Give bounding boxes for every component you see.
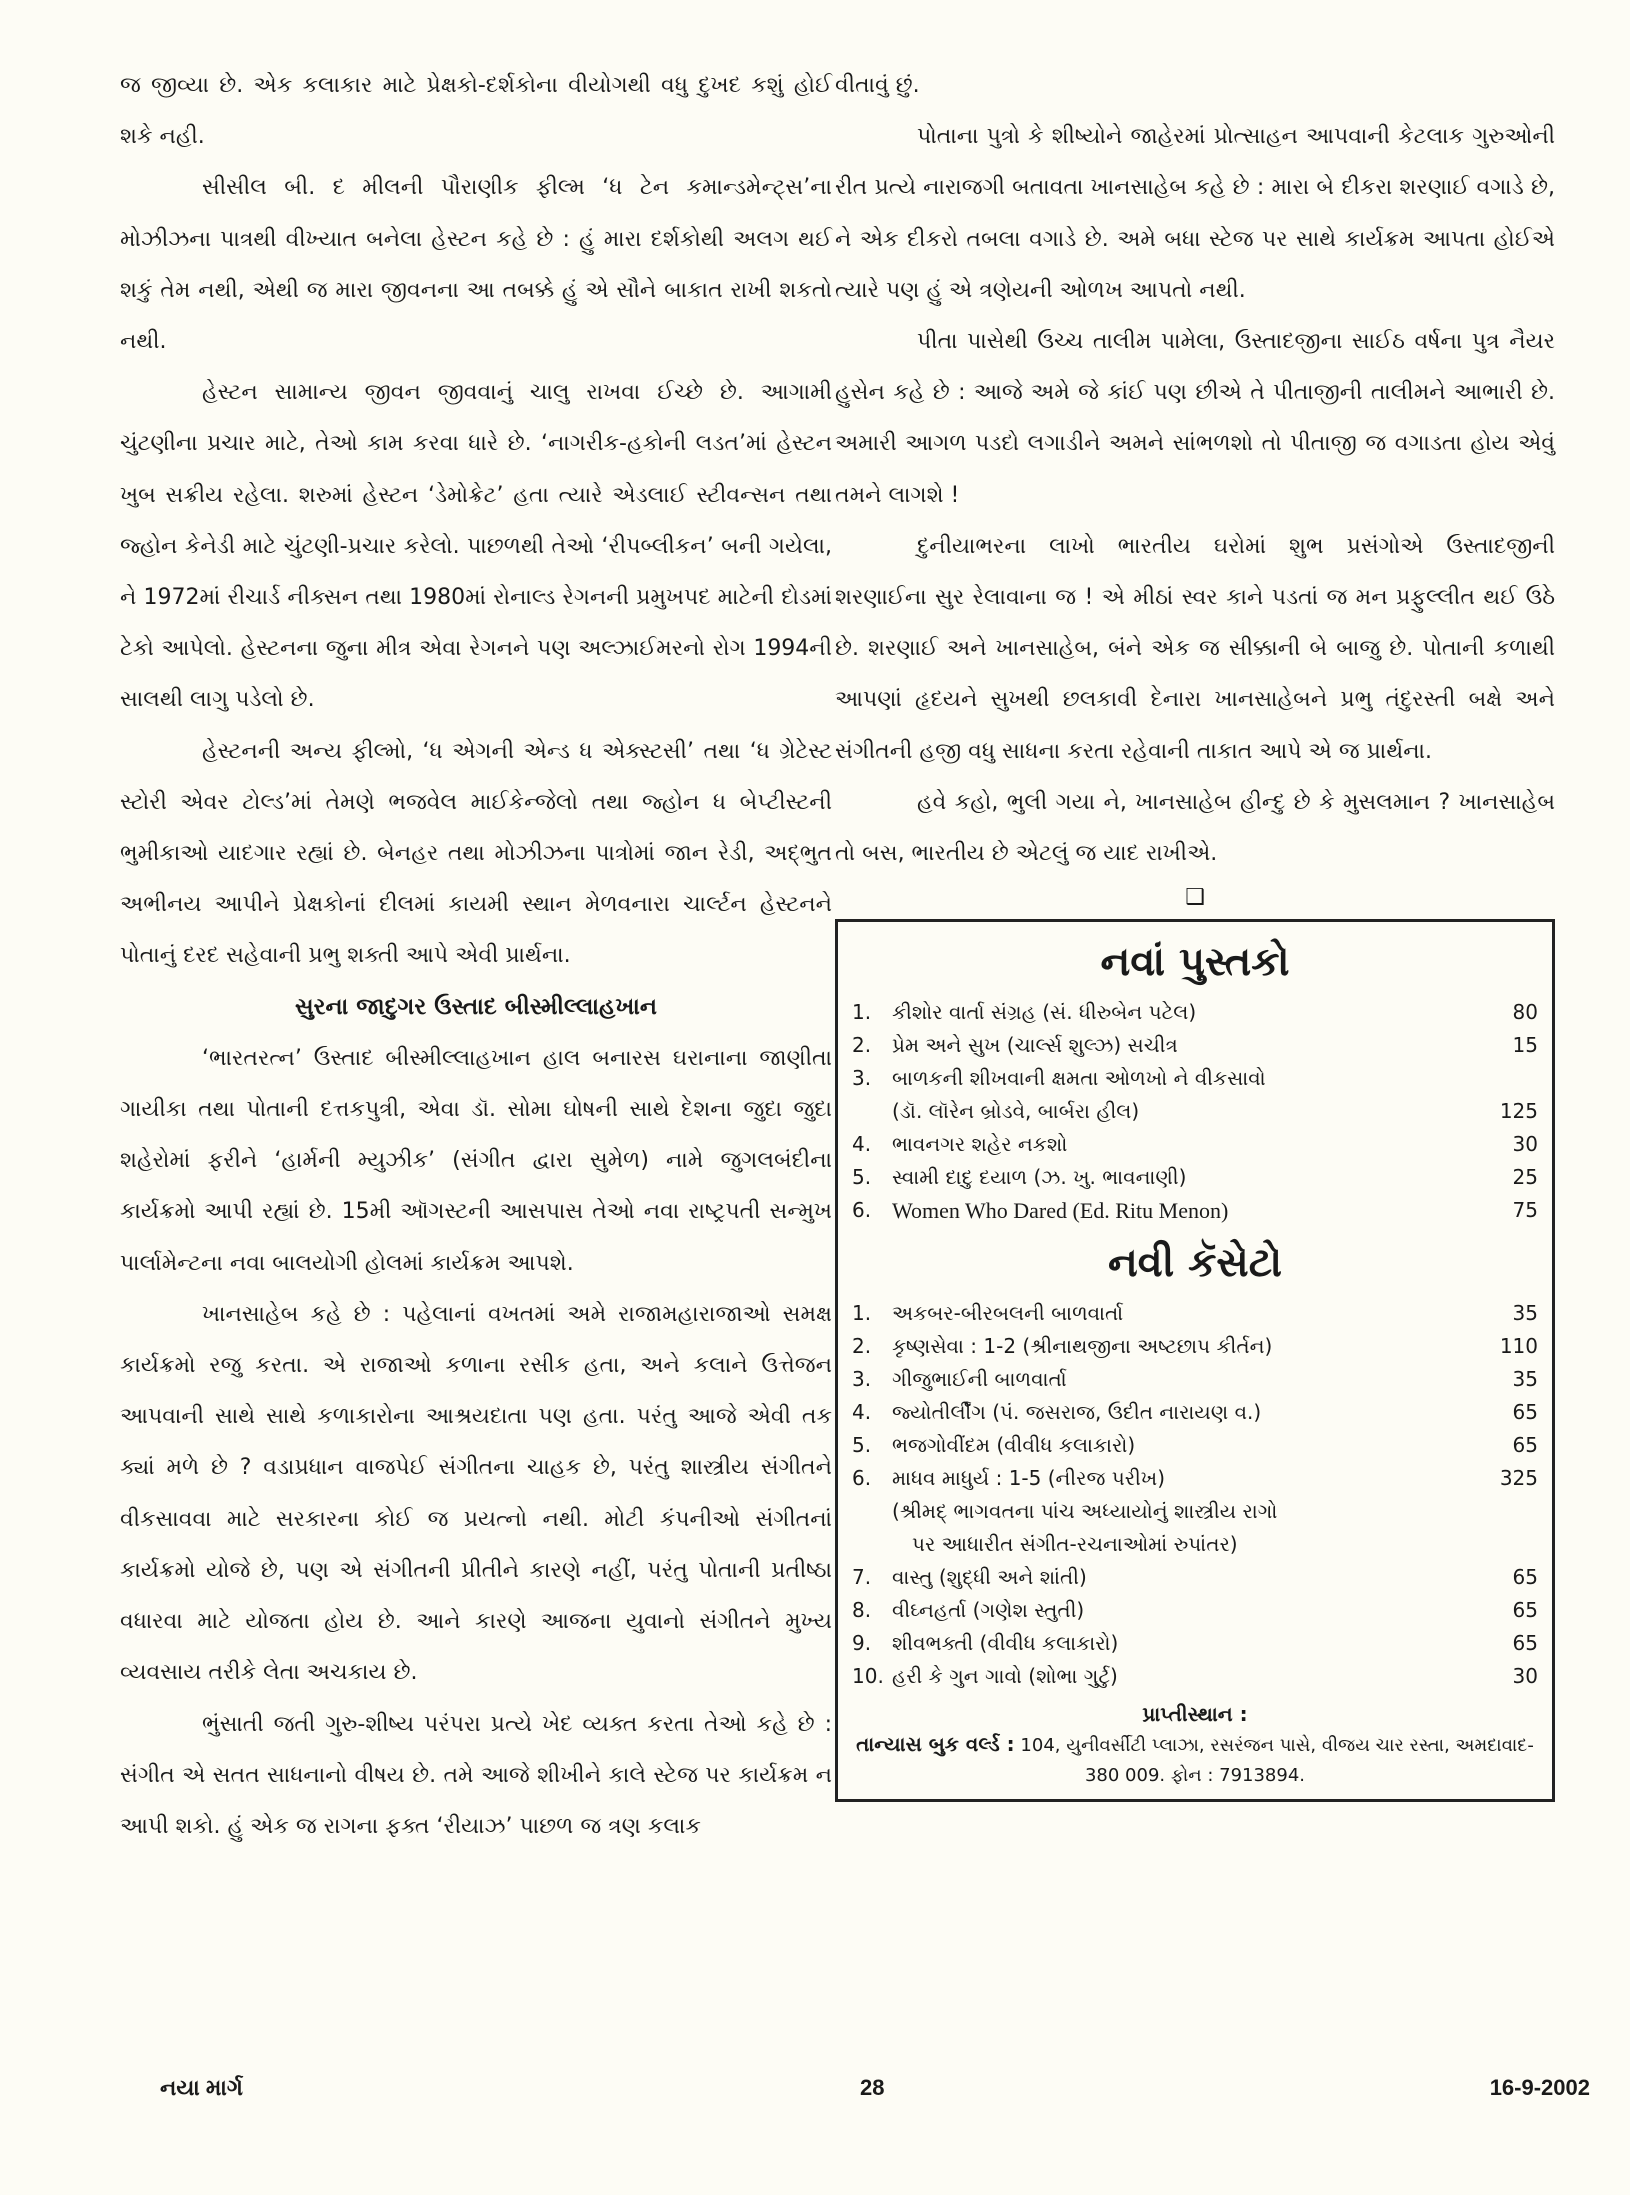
item-price: 30: [1512, 1664, 1538, 1689]
item-price: 125: [1499, 1099, 1538, 1124]
item-price: 65: [1512, 1565, 1538, 1590]
paragraph: પોતાના પુત્રો કે શીષ્યોને જાહેરમાં પ્રોત્સાહન આપવાની કેટલાક ગુરુઓની રીત પ્રત્યે નારાજગી બતાવતા ખાનસાહેબ કહે છે : મારા બે દીકરા શરણાઈ વગાડે છે, ને એક દીકરો તબલા વગાડે છે. અમે બધા સ્ટેજ પર સાથે કાર્યક્રમ આપતા હોઈએ ત્યારે પણ હું એ ત્રણેયની ઓળખ આપતો નથી.: [835, 124, 1555, 303]
item-price: 30: [1512, 1132, 1538, 1157]
item-title: Women Who Dared (Ed. Ritu Menon): [892, 1198, 1229, 1224]
books-heading: નવાં પુસ્તકો: [1100, 939, 1290, 986]
list-item: [852, 1396, 1538, 1429]
item-title-continued: (ડૉ. લૉરેન બ્રોડવે, બાર્બરા હીલ): [892, 1099, 1140, 1124]
item-price: 65: [1512, 1598, 1538, 1623]
end-of-article-mark: ❑: [1185, 885, 1205, 911]
books-list: [852, 996, 1538, 1227]
bookstore-address: 104, યુનીવર્સીટી પ્લાઝા, રસરંજન પાસે, વીજય ચાર રસ્તા, અમદાવાદ- 380 009. ફોન : 7913894.: [1020, 1735, 1534, 1787]
cassettes-list: [852, 1297, 1538, 1693]
item-number: 1.: [852, 1301, 872, 1326]
right-column: [835, 60, 1555, 1802]
item-title: પ્રેમ અને સુખ (ચાર્લ્સ શુલ્ઝ) સચીત્ર: [892, 1033, 1178, 1058]
list-item: [852, 1297, 1538, 1330]
list-item: [852, 1462, 1538, 1495]
item-title: કીશોર વાર્તા સંગ્રહ (સં. ધીરુબેન પટેલ): [892, 1000, 1197, 1025]
list-item: [852, 1429, 1538, 1462]
list-item: [852, 1128, 1538, 1161]
list-item: [852, 1495, 1538, 1528]
paragraph: હેસ્ટનની અન્ય ફીલ્મો, ‘ધ એગની એન્ડ ધ એક્સ્ટસી’ તથા ‘ધ ગ્રેટેસ્ટ સ્ટોરી એવર ટોલ્ડ’માં તેમણે ભજવેલ માઈકેન્જેલો તથા જ્હોન ધ બેપ્ટીસ્ટની ભુમીકાઓ યાદગાર રહ્યાં છે. બેનહર તથા મોઝીઝના પાત્રોમાં જાન રેડી, અદ્ભુત અભીનય આપીને પ્રેક્ષકોનાં દીલમાં કાયમી સ્થાન મેળવનારા ચાર્લ્ટન હેસ્ટનને પોતાનું દરદ સહેવાની પ્રભુ શક્તી આપે એવી પ્રાર્થના.: [120, 738, 832, 969]
paragraph: સીસીલ બી. દ મીલની પૌરાણીક ફીલ્મ ‘ધ ટેન કમાન્ડમેન્ટ્સ’ના મોઝીઝના પાત્રથી વીખ્યાત બનેલા હેસ્ટન કહે છે : હું મારા દર્શકોથી અલગ થઈ શકું તેમ નથી, એથી જ મારા જીવનના આ તબક્કે હું એ સૌને બાકાત રાખી શકતો નથી.: [120, 175, 832, 355]
item-number: 3.: [852, 1066, 872, 1091]
paragraph: પીતા પાસેથી ઉચ્ચ તાલીમ પામેલા, ઉસ્તાદજીના સાઈઠ વર્ષના પુત્ર નૈયર હુસેન કહે છે : આજે અમે જે કાંઈ પણ છીએ તે પીતાજીની તાલીમને આભારી છે. અમારી આગળ પડદો લગાડીને અમને સાંભળશો તો પીતાજી જ વગાડતા હોય એવું તમને લાગશે !: [835, 329, 1555, 508]
left-column: [120, 60, 832, 1852]
section-heading: સુરના જાદુગર ઉસ્તાદ બીસ્મીલ્લાહખાન: [294, 993, 658, 1020]
item-number: 4.: [852, 1400, 872, 1425]
item-number: 10.: [852, 1664, 884, 1689]
page-number: 28: [860, 2075, 885, 2100]
item-price: 65: [1512, 1433, 1538, 1458]
list-item: [852, 1062, 1538, 1095]
item-title: સ્વામી દાદુ દયાળ (ઝ. ખુ. ભાવનાણી): [892, 1165, 1187, 1190]
item-number: 9.: [852, 1631, 872, 1656]
item-title: કૃષ્ણસેવા : 1-2 (શ્રીનાથજીના અષ્ટછાપ કીર્તન): [892, 1334, 1273, 1359]
item-price: 65: [1512, 1631, 1538, 1656]
item-title: શીવભક્તી (વીવીધ કલાકારો): [892, 1631, 1119, 1656]
list-item: [852, 1627, 1538, 1660]
new-releases-box: [835, 919, 1555, 1802]
magazine-name: નયા માર્ગ: [160, 2075, 243, 2100]
item-number: 5.: [852, 1433, 872, 1458]
list-item: [852, 1161, 1538, 1194]
paragraph: હવે કહો, ભુલી ગયા ને, ખાનસાહેબ હીન્દુ છે કે મુસલમાન ? ખાનસાહેબ તો બસ, ભારતીય છે એટલું જ યાદ રાખીએ.: [835, 789, 1555, 867]
item-number: 1.: [852, 1000, 872, 1025]
paragraph: વીતાવું છું.: [835, 73, 920, 98]
paragraph: ‘ભારતરત્ન’ ઉસ્તાદ બીસ્મીલ્લાહખાન હાલ બનારસ ઘરાનાના જાણીતા ગાયીકા તથા પોતાની દત્તકપુત્રી, એવા ડૉ. સોમા ઘોષની સાથે દેશના જુદા જુદા શહેરોમાં ફરીને ‘હાર્મની મ્યુઝીક’ (સંગીત દ્વારા સુમેળ) નામે જુગલબંદીના કાર્યક્રમો આપી રહ્યાં છે. 15મી ઑગસ્ટની આસપાસ તેઓ નવા રાષ્ટ્રપતી સન્મુખ પાર્લામેન્ટના નવા બાલયોગી હોલમાં કાર્યક્રમ આપશે.: [120, 1045, 832, 1276]
cassettes-heading: નવી કૅસેટો: [1107, 1240, 1282, 1287]
item-number: 5.: [852, 1165, 872, 1190]
item-number: 8.: [852, 1598, 872, 1623]
item-price: 35: [1512, 1301, 1538, 1326]
paragraph: હેસ્ટન સામાન્ય જીવન જીવવાનું ચાલુ રાખવા ઈચ્છે છે. આગામી ચુંટણીના પ્રચાર માટે, તેઓ કામ કરવા ધારે છે. ‘નાગરીક-હકોની લડત’માં હેસ્ટન ખુબ સક્રીય રહેલા. શરુમાં હેસ્ટન ‘ડેમોક્રેટ’ હતા ત્યારે એડલાઈ સ્ટીવન્સન તથા જ્હોન કેનેડી માટે ચુંટણી-પ્રચાર કરેલો. પાછળથી તેઓ ‘રીપબ્લીકન’ બની ગયેલા, ને 1972માં રીચાર્ડ નીક્સન તથા 1980માં રોનાલ્ડ રેગનની પ્રમુખપદ માટેની દોડમાં ટેકો આપેલો. હેસ્ટનના જુના મીત્ર એવા રેગનને પણ અલ્ઝાઈમરનો રોગ 1994ની સાલથી લાગુ પડેલો છે.: [120, 380, 832, 713]
item-title: માધવ માધુર્ય : 1-5 (નીરજ પરીખ): [892, 1466, 1166, 1491]
item-number: 3.: [852, 1367, 872, 1392]
list-item: [852, 1363, 1538, 1396]
list-item: [852, 1095, 1538, 1128]
item-number: 7.: [852, 1565, 872, 1590]
item-number: 6.: [852, 1198, 872, 1223]
item-price: 325: [1499, 1466, 1538, 1491]
paragraph: દુનીયાભરના લાખો ભારતીય ઘરોમાં શુભ પ્રસંગોએ ઉસ્તાદજીની શરણાઈના સુર રેલાવાના જ ! એ મીઠાં સ્વર કાને પડતાં જ મન પ્રફુલ્લીત થઈ ઉઠે છે. શરણાઈ અને ખાનસાહેબ, બંને એક જ સીક્કાની બે બાજુ છે. પોતાની કળાથી આપણાં હૃદયને સુખથી છલકાવી દેનારા ખાનસાહેબને પ્રભુ તંદુરસ્તી બક્ષે અને સંગીતની હજી વધુ સાધના કરતા રહેવાની તાકાત આપે એ જ પ્રાર્થના.: [835, 533, 1555, 764]
item-number: 2.: [852, 1033, 872, 1058]
item-number: 2.: [852, 1334, 872, 1359]
list-item: [852, 1594, 1538, 1627]
item-price: 35: [1512, 1367, 1538, 1392]
item-title: અકબર-બીરબલની બાળવાર્તા: [892, 1301, 1124, 1326]
item-price: 75: [1512, 1198, 1538, 1223]
bookstore-name: તાન્યાસ બુક વર્લ્ડ :: [856, 1732, 1015, 1757]
availability-label: પ્રાપ્તીસ્થાન :: [1142, 1702, 1248, 1727]
paragraph: ખાનસાહેબ કહે છે : પહેલાનાં વખતમાં અમે રાજામહારાજાઓ સમક્ષ કાર્યક્રમો રજુ કરતા. એ રાજાઓ કળાના રસીક હતા, અને કલાને ઉત્તેજન આપવાની સાથે સાથે કળાકારોના આશ્રયદાતા પણ હતા. પરંતુ આજે એવી તક ક્યાં મળે છે ? વડાપ્રધાન વાજપેઈ સંગીતના ચાહક છે, પરંતુ શાસ્ત્રીય સંગીતને વીકસાવવા માટે સરકારના કોઈ જ પ્રયત્નો નથી. મોટી કંપનીઓ સંગીતનાં કાર્યક્રમો યોજે છે, પણ એ સંગીતની પ્રીતીને કારણે નહીં, પરંતુ પોતાની પ્રતીષ્ઠા વધારવા માટે યોજતા હોય છે. આને કારણે આજના યુવાનો સંગીતને મુખ્ય વ્યવસાય તરીકે લેતા અચકાય છે.: [120, 1301, 832, 1686]
availability-address: [852, 1729, 1538, 1791]
issue-date: 16-9-2002: [1489, 2075, 1590, 2100]
paragraph: ભુંસાતી જતી ગુરુ-શીષ્ય પરંપરા પ્રત્યે ખેદ વ્યક્ત કરતા તેઓ કહે છે : સંગીત એ સતત સાધનાનો વીષય છે. તમે આજે શીખીને કાલે સ્ટેજ પર કાર્યક્રમ ન આપી શકો. હું એક જ રાગના ફક્ત ‘રીયાઝ’ પાછળ જ ત્રણ કલાક: [120, 1711, 832, 1839]
item-price: 80: [1512, 1000, 1538, 1025]
item-title: જ્યોતીર્લીંગ (પં. જસરાજ, ઉદીત નારાયણ વ.): [892, 1400, 1262, 1425]
list-item: [852, 1660, 1538, 1693]
list-item: [852, 1561, 1538, 1594]
list-item: [852, 1528, 1538, 1561]
item-number: 4.: [852, 1132, 872, 1157]
item-price: 110: [1499, 1334, 1538, 1359]
item-title: બાળકની શીખવાની ક્ષમતા ઓળખો ને વીકસાવો: [892, 1066, 1266, 1091]
item-title-continued: પર આધારીત સંગીત-રચનાઓમાં રુપાંતર): [912, 1532, 1238, 1557]
item-title: ભજગોવીંદમ (વીવીધ કલાકારો): [892, 1433, 1136, 1458]
list-item: [852, 1194, 1538, 1227]
item-title: ગીજુભાઈની બાળવાર્તા: [892, 1367, 1067, 1392]
list-item: [852, 996, 1538, 1029]
item-price: 15: [1512, 1033, 1538, 1058]
item-price: 25: [1512, 1165, 1538, 1190]
item-title: હરી કે ગુન ગાવો (શોભા ગુર્ટુ): [892, 1664, 1118, 1689]
paragraph: જ જીવ્યા છે. એક કલાકાર માટે પ્રેક્ષકો-દર્શકોના વીયોગથી વધુ દુખદ કશું હોઈ શકે નહી.: [120, 73, 832, 150]
list-item: [852, 1029, 1538, 1062]
item-title: વાસ્તુ (શુદ્ધી અને શાંતી): [892, 1565, 1087, 1590]
item-title: વીઘ્નહર્તા (ગણેશ સ્તુતી): [892, 1598, 1085, 1623]
list-item: [852, 1330, 1538, 1363]
item-number: 6.: [852, 1466, 872, 1491]
item-title: ભાવનગર શહેર નકશો: [892, 1132, 1068, 1157]
item-title-continued: (શ્રીમદ્ ભાગવતના પાંચ અધ્યાયોનું શાસ્ત્રીય રાગો: [892, 1499, 1278, 1524]
item-price: 65: [1512, 1400, 1538, 1425]
